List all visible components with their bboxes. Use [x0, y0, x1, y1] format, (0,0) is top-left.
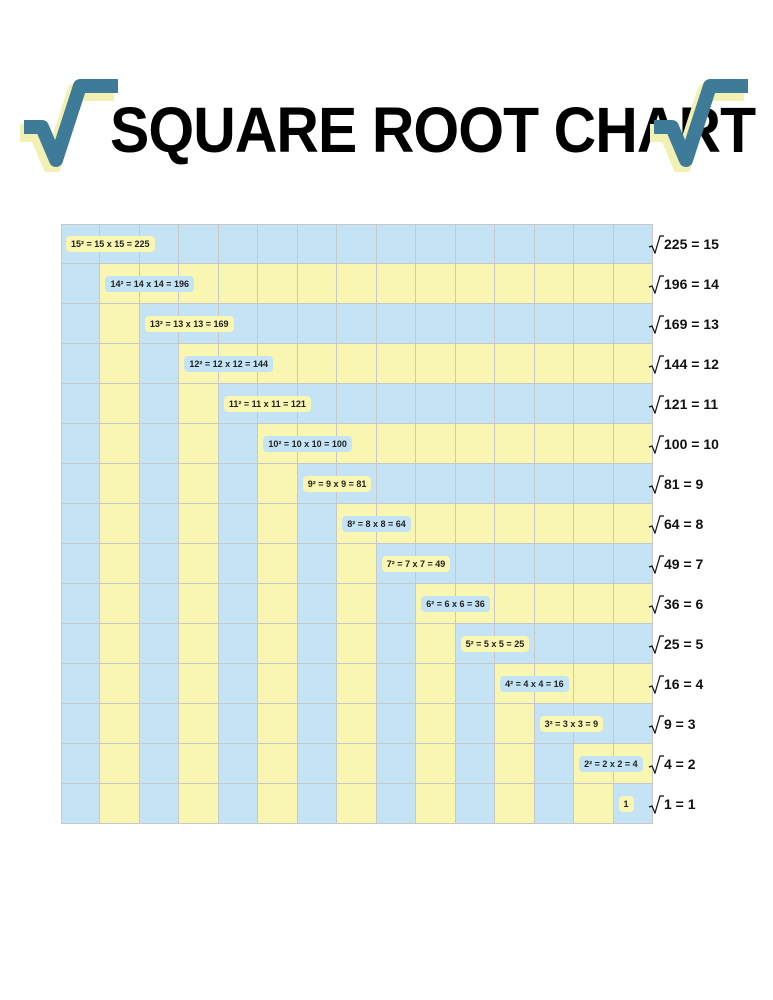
grid-cell: [140, 584, 179, 624]
equation-label: 10² = 10 x 10 = 100: [263, 436, 352, 452]
grid-cell: [61, 584, 100, 624]
grid-cell: [377, 344, 416, 384]
grid-cell: [456, 304, 495, 344]
grid-cell: [140, 784, 179, 824]
grid-cell: [61, 304, 100, 344]
grid-cell: [535, 424, 574, 464]
grid-cell: [456, 264, 495, 304]
grid-cell: [337, 344, 376, 384]
grid-cell: [100, 384, 139, 424]
grid-cell: [416, 264, 455, 304]
page-title: SQUARE ROOT CHART: [110, 94, 756, 166]
root-sign-icon: [648, 514, 664, 534]
equation-label: 1: [619, 796, 634, 812]
root-text: 169 = 13: [664, 316, 719, 332]
root-sign-icon: [648, 354, 664, 374]
grid-cell: [140, 504, 179, 544]
grid-cell: [574, 304, 613, 344]
grid-cell: [179, 784, 218, 824]
grid-cell: [574, 344, 613, 384]
grid-cell: [61, 664, 100, 704]
root-text: 36 = 6: [664, 596, 704, 612]
grid-cell: [574, 544, 613, 584]
grid-cell: [377, 464, 416, 504]
grid-cell: [140, 704, 179, 744]
grid-cell: [100, 704, 139, 744]
equation-label: 5² = 5 x 5 = 25: [461, 636, 530, 652]
equation-label: 6² = 6 x 6 = 36: [421, 596, 490, 612]
grid-cell: [495, 304, 534, 344]
grid-cell: [298, 744, 337, 784]
grid-cell: [61, 784, 100, 824]
grid-cell: [377, 424, 416, 464]
grid-cell: [298, 784, 337, 824]
grid-cell: [219, 584, 258, 624]
grid-cell: [574, 784, 613, 824]
root-label: [648, 234, 719, 254]
grid-cell: [61, 704, 100, 744]
grid-cell: [416, 624, 455, 664]
grid-cell: [535, 584, 574, 624]
grid-cell: [61, 744, 100, 784]
root-label: [648, 434, 719, 454]
grid-cell: [337, 784, 376, 824]
grid-cell: [258, 464, 297, 504]
grid-cell: [100, 584, 139, 624]
grid-cell: [495, 784, 534, 824]
grid-cell: [100, 544, 139, 584]
grid-cell: [535, 624, 574, 664]
root-sign-icon: [648, 794, 664, 814]
grid-cell: [258, 584, 297, 624]
grid-cell: [179, 704, 218, 744]
grid-cell: [298, 304, 337, 344]
grid-cell: [298, 264, 337, 304]
grid-cell: [337, 384, 376, 424]
equation-label: 13² = 13 x 13 = 169: [145, 316, 234, 332]
grid-cell: [219, 424, 258, 464]
root-text: 196 = 14: [664, 276, 719, 292]
root-sign-icon: [648, 434, 664, 454]
grid-cell: [100, 504, 139, 544]
grid-cell: [298, 344, 337, 384]
grid-cell: [416, 304, 455, 344]
grid-cell: [179, 744, 218, 784]
grid-cell: [179, 424, 218, 464]
grid-cell: [337, 264, 376, 304]
root-label: [648, 554, 703, 574]
grid-cell: [456, 544, 495, 584]
grid-cell: [377, 304, 416, 344]
root-text: 100 = 10: [664, 436, 719, 452]
root-label: [648, 394, 718, 414]
grid-cell: [100, 424, 139, 464]
grid-cell: [337, 744, 376, 784]
grid-cell: [219, 784, 258, 824]
grid-cell: [574, 584, 613, 624]
grid-cell: [574, 664, 613, 704]
grid-cell: [535, 464, 574, 504]
equation-label: 11² = 11 x 11 = 121: [224, 396, 311, 412]
grid-cell: [456, 744, 495, 784]
grid-cell: [456, 224, 495, 264]
grid-cell: [298, 704, 337, 744]
grid-cell: [535, 384, 574, 424]
grid-cell: [179, 544, 218, 584]
grid-cell: [337, 704, 376, 744]
grid-cell: [495, 344, 534, 384]
grid-cell: [298, 664, 337, 704]
grid-cell: [258, 544, 297, 584]
grid-cell: [179, 224, 218, 264]
grid-cell: [535, 504, 574, 544]
grid-cell: [100, 664, 139, 704]
grid-cell: [456, 704, 495, 744]
grid-cell: [416, 664, 455, 704]
grid-cell: [377, 664, 416, 704]
grid-cell: [258, 504, 297, 544]
root-text: 49 = 7: [664, 556, 704, 572]
grid-cell: [219, 624, 258, 664]
root-label: [648, 354, 719, 374]
grid-cell: [495, 224, 534, 264]
grid-cell: [100, 624, 139, 664]
equation-label: 3² = 3 x 3 = 9: [540, 716, 604, 732]
equation-label: 14² = 14 x 14 = 196: [105, 276, 194, 292]
grid-cell: [574, 384, 613, 424]
root-text: 25 = 5: [664, 636, 704, 652]
grid-cell: [258, 264, 297, 304]
root-label: [648, 754, 696, 774]
grid-cell: [377, 584, 416, 624]
grid-cell: [179, 624, 218, 664]
grid-cell: [219, 224, 258, 264]
root-text: 64 = 8: [664, 516, 704, 532]
grid-cell: [61, 344, 100, 384]
grid-cell: [298, 504, 337, 544]
root-label: [648, 314, 719, 334]
root-label: [648, 794, 696, 814]
grid-cell: [495, 704, 534, 744]
grid-cell: [535, 744, 574, 784]
grid-cell: [179, 584, 218, 624]
grid-cell: [337, 584, 376, 624]
root-text: 16 = 4: [664, 676, 704, 692]
grid-cell: [337, 624, 376, 664]
grid-cell: [416, 464, 455, 504]
grid-cell: [416, 744, 455, 784]
root-text: 144 = 12: [664, 356, 719, 372]
grid-cell: [416, 504, 455, 544]
grid-cell: [495, 544, 534, 584]
grid-cell: [535, 344, 574, 384]
grid-cell: [61, 384, 100, 424]
grid-cell: [416, 384, 455, 424]
grid-cell: [219, 664, 258, 704]
grid-cell: [219, 704, 258, 744]
grid-cell: [456, 784, 495, 824]
grid-cell: [574, 224, 613, 264]
grid-cell: [574, 624, 613, 664]
grid-cell: [377, 704, 416, 744]
grid-cell: [416, 224, 455, 264]
root-sign-icon: [648, 674, 664, 694]
grid-cell: [456, 384, 495, 424]
equation-label: 8² = 8 x 8 = 64: [342, 516, 411, 532]
grid-cell: [61, 544, 100, 584]
grid-cell: [416, 344, 455, 384]
root-sign-icon: [648, 634, 664, 654]
root-sign-icon: [648, 554, 664, 574]
grid-cell: [574, 504, 613, 544]
grid-cell: [219, 264, 258, 304]
grid-cell: [574, 424, 613, 464]
grid-cell: [179, 504, 218, 544]
grid-cell: [495, 384, 534, 424]
root-text: 1 = 1: [664, 796, 696, 812]
grid-cell: [456, 464, 495, 504]
grid-cell: [337, 544, 376, 584]
grid-cell: [337, 664, 376, 704]
grid-cell: [377, 384, 416, 424]
root-label: [648, 714, 696, 734]
grid-cell: [61, 264, 100, 304]
square-root-icon: [648, 72, 758, 172]
root-sign-icon: [648, 234, 664, 254]
grid-cell: [377, 784, 416, 824]
grid-cell: [61, 424, 100, 464]
grid-cell: [377, 264, 416, 304]
grid-cell: [298, 624, 337, 664]
grid-cell: [377, 224, 416, 264]
grid-cell: [140, 624, 179, 664]
root-label: [648, 674, 703, 694]
grid-cell: [258, 624, 297, 664]
root-label: [648, 474, 703, 494]
grid-cell: [495, 464, 534, 504]
grid-cell: [219, 544, 258, 584]
grid-cell: [179, 464, 218, 504]
grid-cell: [416, 784, 455, 824]
grid-cell: [535, 224, 574, 264]
root-sign-icon: [648, 394, 664, 414]
grid-cell: [140, 424, 179, 464]
grid-cell: [258, 224, 297, 264]
grid-cell: [61, 464, 100, 504]
equation-label: 7² = 7 x 7 = 49: [382, 556, 451, 572]
grid-cell: [535, 264, 574, 304]
root-label: [648, 594, 703, 614]
grid-cell: [535, 304, 574, 344]
grid-cell: [140, 384, 179, 424]
root-label: [648, 274, 719, 294]
grid-cell: [100, 744, 139, 784]
grid-cell: [574, 264, 613, 304]
grid-cell: [495, 504, 534, 544]
grid-cell: [495, 264, 534, 304]
root-sign-icon: [648, 594, 664, 614]
grid-cell: [258, 744, 297, 784]
grid-cell: [574, 464, 613, 504]
grid-cell: [456, 424, 495, 464]
root-sign-icon: [648, 474, 664, 494]
grid-cell: [456, 344, 495, 384]
grid-cell: [298, 224, 337, 264]
grid-cell: [140, 664, 179, 704]
root-sign-icon: [648, 314, 664, 334]
grid-cell: [377, 744, 416, 784]
grid-cell: [140, 544, 179, 584]
grid-cell: [258, 664, 297, 704]
equation-label: 15² = 15 x 15 = 225: [66, 236, 155, 252]
grid-cell: [495, 584, 534, 624]
grid-cell: [495, 744, 534, 784]
grid-cell: [298, 584, 337, 624]
root-label: [648, 634, 703, 654]
root-label: [648, 514, 703, 534]
grid-cell: [258, 704, 297, 744]
grid-cell: [456, 504, 495, 544]
grid-cell: [298, 544, 337, 584]
grid-cell: [219, 504, 258, 544]
grid-cell: [219, 744, 258, 784]
root-text: 81 = 9: [664, 476, 704, 492]
grid-cell: [140, 344, 179, 384]
grid-cell: [258, 304, 297, 344]
grid-cell: [140, 464, 179, 504]
grid-cell: [100, 464, 139, 504]
grid-cell: [61, 624, 100, 664]
grid-cell: [377, 624, 416, 664]
grid-cell: [495, 424, 534, 464]
root-text: 9 = 3: [664, 716, 696, 732]
grid-cell: [179, 384, 218, 424]
grid-cell: [535, 544, 574, 584]
grid-cell: [179, 664, 218, 704]
equation-label: 9² = 9 x 9 = 81: [303, 476, 372, 492]
equation-label: 4² = 4 x 4 = 16: [500, 676, 569, 692]
equation-label: 2² = 2 x 2 = 4: [579, 756, 643, 772]
grid-cell: [535, 784, 574, 824]
root-sign-icon: [648, 274, 664, 294]
root-sign-icon: [648, 754, 664, 774]
grid-cell: [140, 744, 179, 784]
grid-cell: [100, 304, 139, 344]
grid-cell: [219, 464, 258, 504]
grid-cell: [416, 424, 455, 464]
grid-cell: [100, 344, 139, 384]
grid-cell: [337, 224, 376, 264]
equation-label: 12² = 12 x 12 = 144: [184, 356, 273, 372]
root-text: 4 = 2: [664, 756, 696, 772]
grid-cell: [456, 664, 495, 704]
grid-cell: [337, 304, 376, 344]
root-sign-icon: [648, 714, 664, 734]
grid-cell: [416, 704, 455, 744]
grid-cell: [100, 784, 139, 824]
grid-cell: [61, 504, 100, 544]
root-text: 225 = 15: [664, 236, 719, 252]
root-text: 121 = 11: [664, 396, 719, 412]
grid-cell: [258, 784, 297, 824]
